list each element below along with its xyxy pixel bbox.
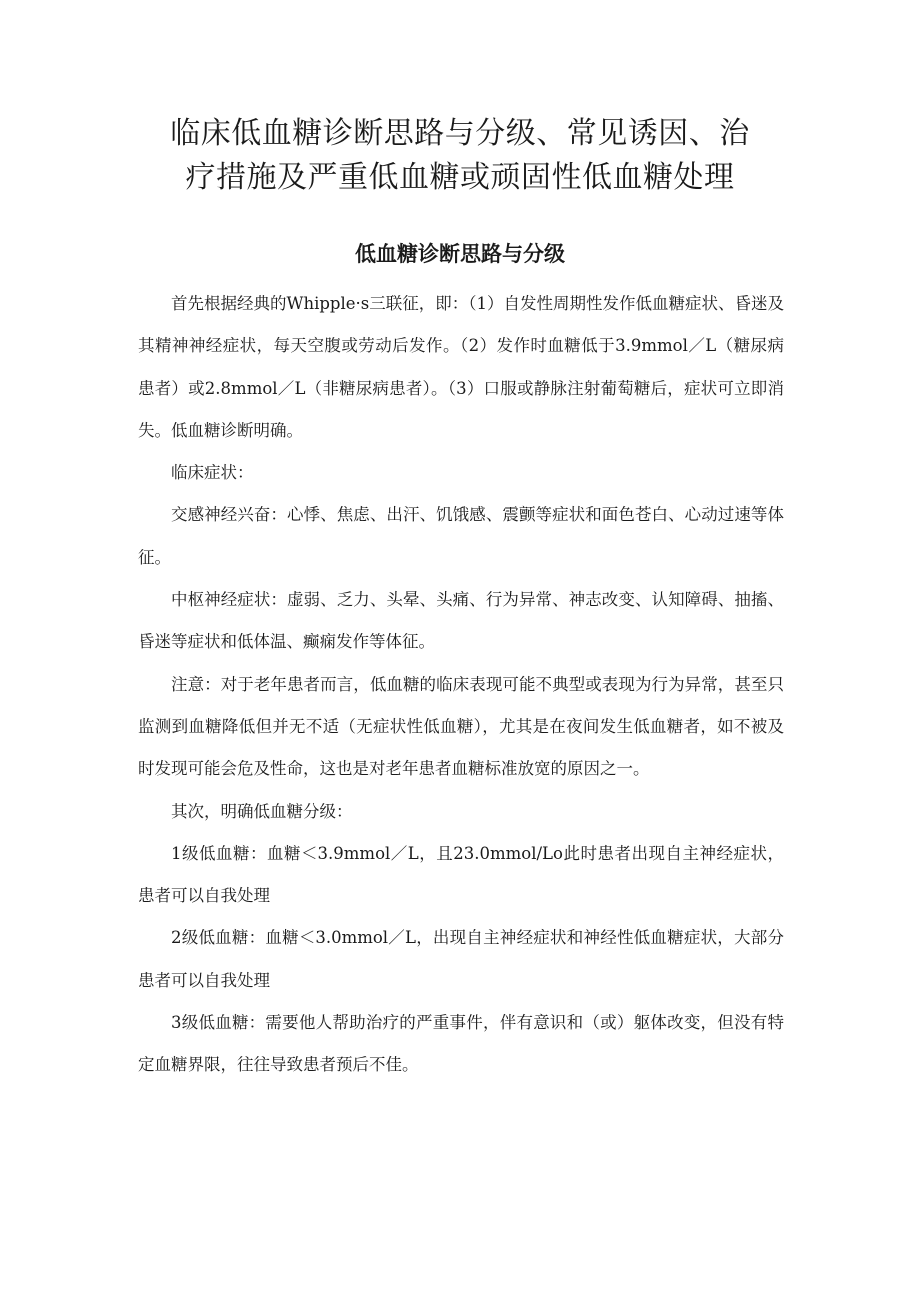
paragraph-cns-symptoms: 中枢神经症状：虚弱、乏力、头晕、头痛、行为异常、神志改变、认知障碍、抽搐、昏迷等症状和低体温、癫痫发作等体征。 (138, 590, 784, 652)
paragraph-whipple-triad: 首先根据经典的Whipple·s三联征，即：（1）自发性周期性发作低血糖症状、昏迷及其精神神经症状，每天空腹或劳动后发作。（2）发作时血糖低于3.9mmol／L（糖尿病患者）或2.8mmol／L（非糖尿病患者）。（3）口服或静脉注射葡萄糖后，症状可立即消失。低血糖诊断明确。 (138, 294, 784, 440)
paragraph-grading-label: 其次，明确低血糖分级： (171, 801, 353, 821)
body-text (138, 283, 784, 1087)
paragraph-clinical-symptoms-label: 临床症状： (171, 463, 254, 483)
paragraph-level-3: 3级低血糖：需要他人帮助治疗的严重事件，伴有意识和（或）躯体改变，但没有特定血糖界限，往往导致患者预后不佳。 (138, 1013, 784, 1075)
document-title (120, 112, 800, 200)
paragraph-sympathetic-symptoms: 交感神经兴奋：心悸、焦虑、出汗、饥饿感、震颤等症状和面色苍白、心动过速等体征。 (138, 505, 784, 567)
title-line-2: 疗措施及严重低血糖或顽固性低血糖处理 (185, 160, 735, 195)
paragraph-elderly-note: 注意：对于老年患者而言，低血糖的临床表现可能不典型或表现为行为异常，甚至只监测到血糖降低但并无不适（无症状性低血糖），尤其是在夜间发生低血糖者，如不被及时发现可能会危及性命，这也是对老年患者血糖标准放宽的原因之一。 (138, 674, 784, 779)
paragraph-level-1: 1级低血糖：血糖＜3.9mmol／L，且23.0mmol/Lo此时患者出现自主神经症状，患者可以自我处理 (138, 843, 784, 906)
paragraph-level-2: 2级低血糖：血糖＜3.0mmol／L，出现自主神经症状和神经性低血糖症状，大部分患者可以自我处理 (138, 928, 784, 990)
section-heading: 低血糖诊断思路与分级 (355, 242, 565, 266)
title-line-1: 临床低血糖诊断思路与分级、常见诱因、治 (170, 116, 750, 151)
